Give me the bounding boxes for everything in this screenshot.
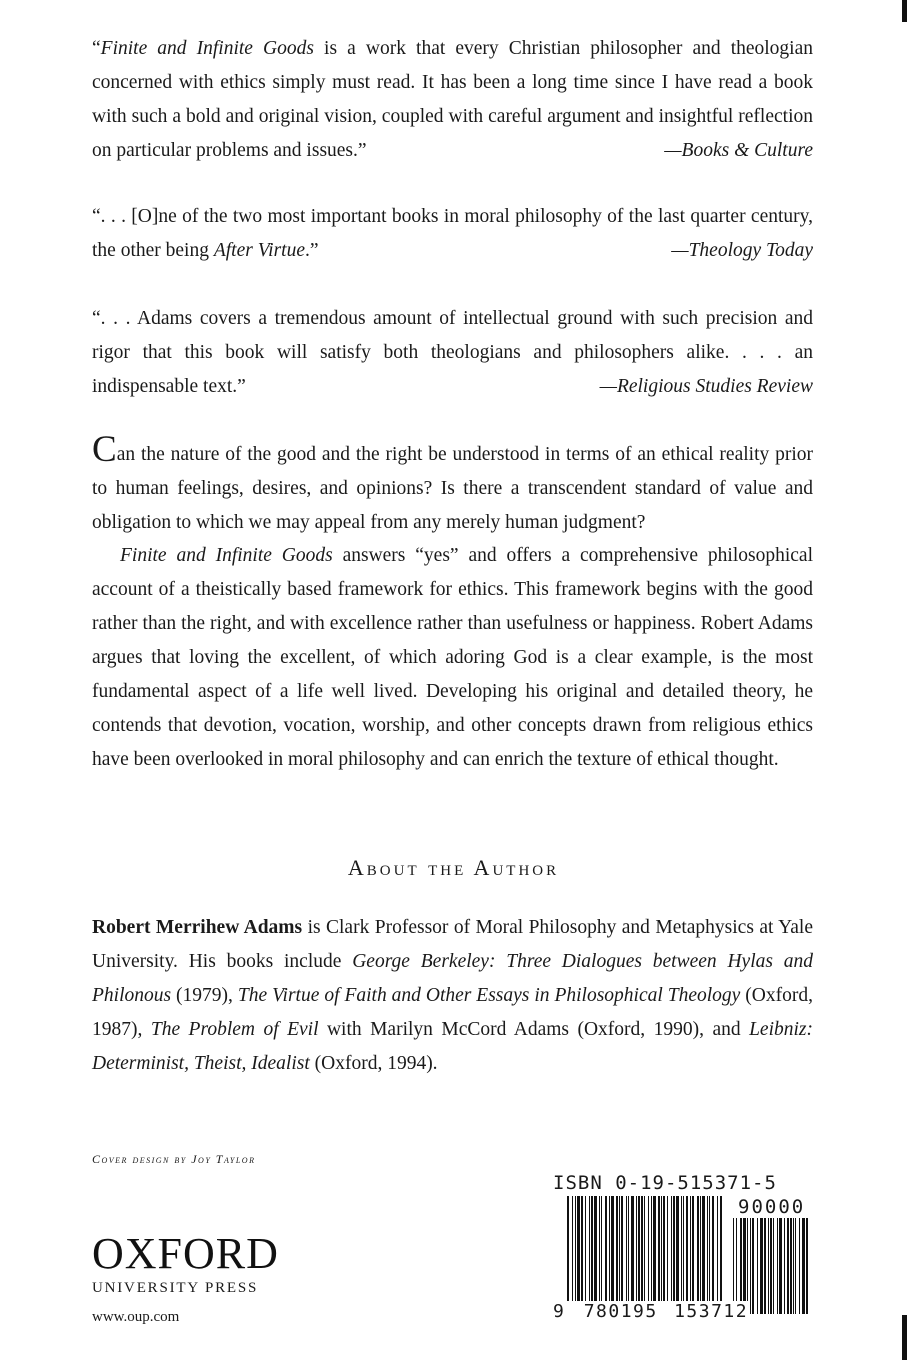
publisher-url: www.oup.com bbox=[92, 1309, 180, 1325]
author-name: Robert Merrihew Adams bbox=[92, 917, 303, 938]
review-3-attribution: —Religious Studies Review bbox=[599, 376, 813, 397]
barcode-bar bbox=[663, 1196, 665, 1304]
drop-cap: C bbox=[92, 429, 117, 470]
barcode-bar bbox=[591, 1196, 593, 1304]
barcode-bar bbox=[594, 1196, 597, 1304]
publisher-logo bbox=[92, 1229, 279, 1326]
barcode-bar bbox=[712, 1196, 714, 1304]
barcode-bar bbox=[690, 1196, 691, 1304]
bio-text: (Oxford, 1987), bbox=[92, 985, 813, 1040]
barcode-bar bbox=[605, 1196, 607, 1304]
addon-bar bbox=[768, 1218, 769, 1314]
barcode-bar bbox=[626, 1196, 627, 1304]
barcode-bar bbox=[683, 1196, 684, 1304]
barcode-bar bbox=[581, 1196, 583, 1304]
bio-book-title: The Problem of Evil bbox=[150, 1019, 319, 1040]
description-paragraph-2 bbox=[92, 539, 813, 777]
edge-mark-bottom bbox=[902, 1315, 907, 1360]
isbn-label: ISBN 0-19-515371-5 bbox=[553, 1172, 777, 1194]
edge-mark-top bbox=[902, 0, 907, 22]
addon-bar bbox=[773, 1218, 774, 1314]
addon-bar bbox=[743, 1218, 746, 1314]
addon-bar bbox=[764, 1218, 766, 1314]
addon-bar bbox=[757, 1218, 758, 1314]
barcode-bar bbox=[673, 1196, 675, 1304]
barcode-bar bbox=[658, 1196, 660, 1304]
addon-bar bbox=[799, 1218, 800, 1314]
addon-bar bbox=[770, 1218, 772, 1314]
addon-bar bbox=[787, 1218, 789, 1314]
description-text-1: an the nature of the good and the right be understood in terms of an ethical reality prior to human feelings, desires, and opinions? Is there a transcendent standard of value and obligation to which we may appeal from any merely human judgment? bbox=[92, 444, 813, 533]
review-2-book-title: After Virtue bbox=[213, 240, 306, 261]
description-text-2: answers “yes” and offers a comprehensive philosophical account of a theistically based framework for ethics. This framework begins with the good rather than the right, and with excellence rather than usefulness or happiness. Robert Adams argues that loving the excellent, of which adoring God is a clear example, is the most fundamental aspect of a life well lived. Developing his original and detailed theory, he contends that devotion, vocation, worship, and other concepts drawn from religious ethics have been overlooked in moral philosophy and can enrich the texture of ethical thought. bbox=[92, 545, 813, 770]
barcode-bar bbox=[651, 1196, 652, 1304]
bio-book-title: George Berkeley: Three Dialogues between Hylas and Philonous bbox=[92, 951, 813, 1006]
barcode-bar bbox=[720, 1196, 722, 1314]
barcode-bar bbox=[575, 1196, 576, 1304]
bio-book-title: The Virtue of Faith and Other Essays in Philosophical Theology bbox=[237, 985, 741, 1006]
barcode-bar bbox=[611, 1196, 614, 1304]
barcode-bar bbox=[616, 1196, 618, 1304]
review-1-book-title: Finite and Infinite Goods bbox=[100, 38, 314, 59]
review-1-quote-open: “ bbox=[92, 38, 101, 59]
barcode-bar bbox=[585, 1196, 586, 1304]
review-2-attribution: —Theology Today bbox=[671, 240, 813, 261]
barcode-bar bbox=[700, 1196, 701, 1304]
description-paragraph-1 bbox=[92, 429, 813, 540]
review-1 bbox=[92, 32, 813, 168]
barcode-bar bbox=[661, 1196, 662, 1304]
ean-group-2: 153712 bbox=[674, 1301, 749, 1322]
review-2 bbox=[92, 200, 813, 268]
addon-bar bbox=[740, 1218, 742, 1314]
addon-bar bbox=[790, 1218, 792, 1314]
barcode-bar bbox=[599, 1196, 600, 1304]
author-bio bbox=[92, 911, 813, 1081]
barcode-bar bbox=[638, 1196, 640, 1304]
barcode-bar bbox=[567, 1196, 569, 1314]
addon-bar bbox=[779, 1218, 782, 1314]
barcode-bar bbox=[697, 1196, 699, 1304]
review-2-quote-close: .” bbox=[305, 240, 319, 261]
barcode-bar bbox=[667, 1196, 668, 1304]
addon-bar bbox=[795, 1218, 796, 1314]
bio-text: is Clark Professor of Moral Philosophy and Metaphysics at Yale University. His books include bbox=[92, 917, 813, 972]
about-author-heading: About the Author bbox=[347, 855, 560, 880]
addon-bar bbox=[752, 1218, 754, 1314]
barcode-bar bbox=[686, 1196, 688, 1304]
barcode-bar bbox=[644, 1196, 645, 1304]
barcode-bar bbox=[671, 1196, 672, 1304]
barcode-bar bbox=[589, 1196, 590, 1304]
review-3-body: “. . . Adams covers a tremendous amount of intellectual ground with such precision and rigor that this book will satisfy both theologians and philosophers alike. . . . an indispensable text.” bbox=[92, 308, 813, 397]
barcode-bar bbox=[717, 1196, 718, 1304]
addon-bar bbox=[736, 1218, 737, 1314]
review-3 bbox=[92, 302, 813, 404]
review-2-body: “. . . [O]ne of the two most important books in moral philosophy of the last quarter century, the other being bbox=[92, 206, 813, 261]
barcode-bar bbox=[709, 1196, 710, 1304]
barcode-bar bbox=[631, 1196, 634, 1304]
barcode-bar bbox=[572, 1196, 573, 1304]
bio-text: (1979), bbox=[171, 985, 238, 1006]
barcode-bar bbox=[609, 1196, 610, 1304]
addon-bar bbox=[747, 1218, 748, 1314]
barcode-bar bbox=[653, 1196, 656, 1304]
barcode-bar bbox=[692, 1196, 694, 1304]
barcode-bar bbox=[619, 1196, 620, 1304]
bio-text: (Oxford, 1994). bbox=[309, 1053, 438, 1074]
ean-number bbox=[553, 1301, 748, 1322]
publisher-subname: UNIVERSITY PRESS bbox=[92, 1280, 259, 1296]
barcode-bar bbox=[636, 1196, 637, 1304]
barcode-bar bbox=[601, 1196, 602, 1304]
bio-book-title: Leibniz: Determinist, Theist, Idealist bbox=[92, 1019, 813, 1074]
addon-bar bbox=[784, 1218, 785, 1314]
addon-bar bbox=[777, 1218, 778, 1314]
addon-bar bbox=[750, 1218, 751, 1314]
bio-text: with Marilyn McCord Adams (Oxford, 1990), and bbox=[318, 1019, 750, 1040]
review-1-body: is a work that every Christian philosopher and theologian concerned with ethics simply must read. It has been a long time since I have read a book with such a bold and original vision, coupled with careful argument and insightful reflection on particular problems and issues.” bbox=[92, 38, 814, 161]
barcode-bar bbox=[621, 1196, 623, 1304]
barcode-bar bbox=[628, 1196, 629, 1304]
cover-credit: Cover design by Joy Taylor bbox=[92, 1152, 256, 1166]
barcode-bar bbox=[577, 1196, 580, 1304]
ean-first-digit: 9 bbox=[553, 1301, 566, 1322]
barcode-bar bbox=[681, 1196, 682, 1304]
addon-bar bbox=[760, 1218, 763, 1314]
description-book-title: Finite and Infinite Goods bbox=[120, 545, 333, 566]
addon-bar bbox=[806, 1218, 808, 1314]
barcode-bar bbox=[641, 1196, 643, 1304]
review-1-attribution: —Books & Culture bbox=[664, 140, 813, 161]
addon-bar bbox=[733, 1218, 734, 1314]
barcode-bar bbox=[707, 1196, 708, 1304]
addon-bar bbox=[793, 1218, 794, 1314]
barcode-bar bbox=[676, 1196, 679, 1304]
barcode-addon-number: 90000 bbox=[738, 1196, 806, 1218]
barcode-bar bbox=[702, 1196, 705, 1304]
ean-group-1: 780195 bbox=[583, 1301, 658, 1322]
barcode-bar bbox=[648, 1196, 649, 1314]
addon-bar bbox=[802, 1218, 805, 1314]
publisher-name: OXFORD bbox=[92, 1229, 279, 1278]
